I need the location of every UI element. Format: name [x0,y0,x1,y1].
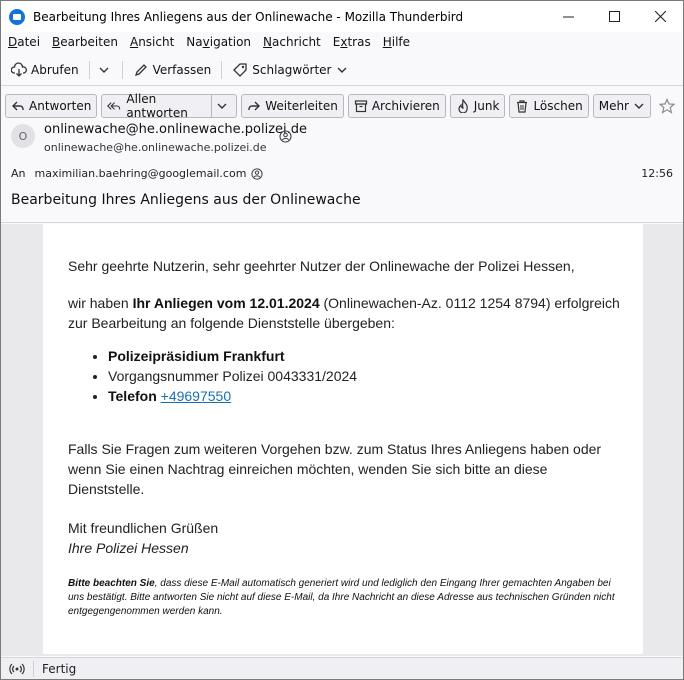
toolbar-divider [122,61,123,79]
junk-label: Junk [473,99,500,113]
office-details-list [108,346,608,406]
menu-bar [1,32,683,52]
tags-button[interactable] [228,58,355,82]
menu-bearbeiten[interactable]: Bearbeiten [52,35,118,49]
message-subject: Bearbeitung Ihres Anliegens aus der Onlinewache [11,192,361,208]
menu-navigation[interactable]: Navigation [186,35,252,49]
window-title: Bearbeitung Ihres Anliegens aus der Onlinewache - Mozilla Thunderbird [33,9,464,24]
list-item: • Vorgangsnummer Polizei 0043331/2024 [108,366,608,386]
cloud-download-icon [11,62,27,78]
sender-avatar: O [11,124,35,148]
forward-arrow-icon [247,99,261,113]
delete-label: Löschen [533,99,583,113]
reply-button[interactable] [5,94,97,118]
close-icon [655,11,666,22]
chevron-down-icon [336,64,348,76]
tags-label: Schlagwörter [252,62,332,77]
chevron-down-icon [98,64,110,76]
toolbar-divider [221,61,222,79]
message-body-area [1,224,683,656]
archive-label: Archivieren [371,99,440,113]
reply-all-split [101,94,237,118]
get-mail-label: Abrufen [31,62,79,77]
contact-icon [279,130,292,143]
chevron-down-icon [633,100,645,112]
reply-all-dropdown[interactable] [212,94,237,118]
reply-all-label: Allen antworten [126,92,188,120]
menu-nachricht[interactable]: Nachricht [263,35,321,49]
closing: Mit freundlichen Grüßen [68,520,219,536]
maximize-button[interactable] [591,1,637,32]
title-bar [1,1,683,32]
broadcast-icon [9,662,25,676]
list-item: • Polizeipräsidium Frankfurt [108,346,608,366]
menu-extras[interactable]: Extras [332,35,371,49]
toolbar-divider [89,61,90,79]
recipient-row [11,167,263,180]
main-toolbar [1,54,683,86]
archive-button[interactable] [348,94,446,118]
menu-ansicht[interactable]: Ansicht [129,35,175,49]
forward-label: Weiterleiten [265,99,338,113]
junk-button[interactable] [450,94,506,118]
request-date: Ihr Anliegen vom 12.01.2024 [132,295,320,311]
trash-icon [515,99,529,113]
sender-address[interactable]: onlinewache@he.onlinewache.polizei.de [44,141,267,154]
get-mail-button[interactable] [7,58,83,82]
message-header [1,87,683,223]
compose-label: Verfassen [152,62,212,77]
more-button[interactable] [593,94,651,118]
flame-icon [456,99,470,113]
activity-button[interactable] [9,662,25,676]
signature: Ihre Polizei Hessen [68,540,189,556]
forward-button[interactable] [241,94,344,118]
archive-box-icon [354,99,368,113]
status-text: Fertig [42,661,77,676]
list-item: • Telefon +49697550 [108,386,608,406]
pencil-icon [133,62,149,78]
reply-all-icon [107,99,122,113]
status-bar [1,657,683,679]
intro-paragraph: wir haben Ihr Anliegen vom 12.01.2024 (Onlinewachen-Az. 0112 1254 8794) erfolgreich zur Bearbeitung an folgende Dienststelle übergeben: [68,295,620,331]
minimize-button[interactable] [545,1,591,32]
get-mail-dropdown[interactable] [96,58,116,82]
contact-icon[interactable] [251,168,263,180]
window-controls [545,1,683,32]
add-contact-button[interactable] [279,130,292,146]
disclaimer-note: Bitte beachten Sie, dass diese E-Mail automatisch generiert wird und lediglich den Eingang Ihrer gemachten Angaben bei uns bestätigt. Bitte antworten Sie nicht auf diese E-Mail, da Ihre Nachricht an diese Adresse aus technischen Gründen nicht entgegengenommen werden kann. [68,578,615,617]
close-button[interactable] [637,1,683,32]
thunderbird-logo-icon [9,9,25,25]
questions-paragraph: Falls Sie Fragen zum weiteren Vorgehen bzw. zum Status Ihres Anliegens haben oder wenn Sie einen Nachtrag einreichen möchten, wenden Sie sich bitte an diese Dienststelle. [68,441,602,497]
menu-datei[interactable]: Datei [8,35,41,49]
header-actions [1,94,675,118]
greeting: Sehr geehrte Nutzerin, sehr geehrter Nutzer der Onlinewache der Polizei Hessen, [68,258,575,274]
reply-all-button[interactable] [101,94,212,118]
recipient-address[interactable]: maximilian.baehring@googlemail.com [34,167,247,180]
message-time: 12:56 [641,167,673,180]
minimize-icon [563,11,574,22]
message-content [43,224,643,654]
menu-hilfe[interactable]: Hilfe [382,35,411,49]
phone-link[interactable]: +49697550 [160,388,232,404]
sender-name[interactable]: onlinewache@he.onlinewache.polizei.de [44,122,308,137]
tag-icon [232,62,248,78]
to-label: An [11,167,26,180]
delete-button[interactable] [509,94,588,118]
reply-label: Antworten [29,99,92,113]
chevron-down-icon [216,100,228,112]
more-label: Mehr [598,99,629,113]
status-divider [33,661,34,677]
maximize-icon [609,11,620,22]
star-icon [659,98,675,114]
compose-button[interactable] [129,58,216,82]
reply-arrow-icon [11,99,25,113]
star-button[interactable] [659,94,675,118]
